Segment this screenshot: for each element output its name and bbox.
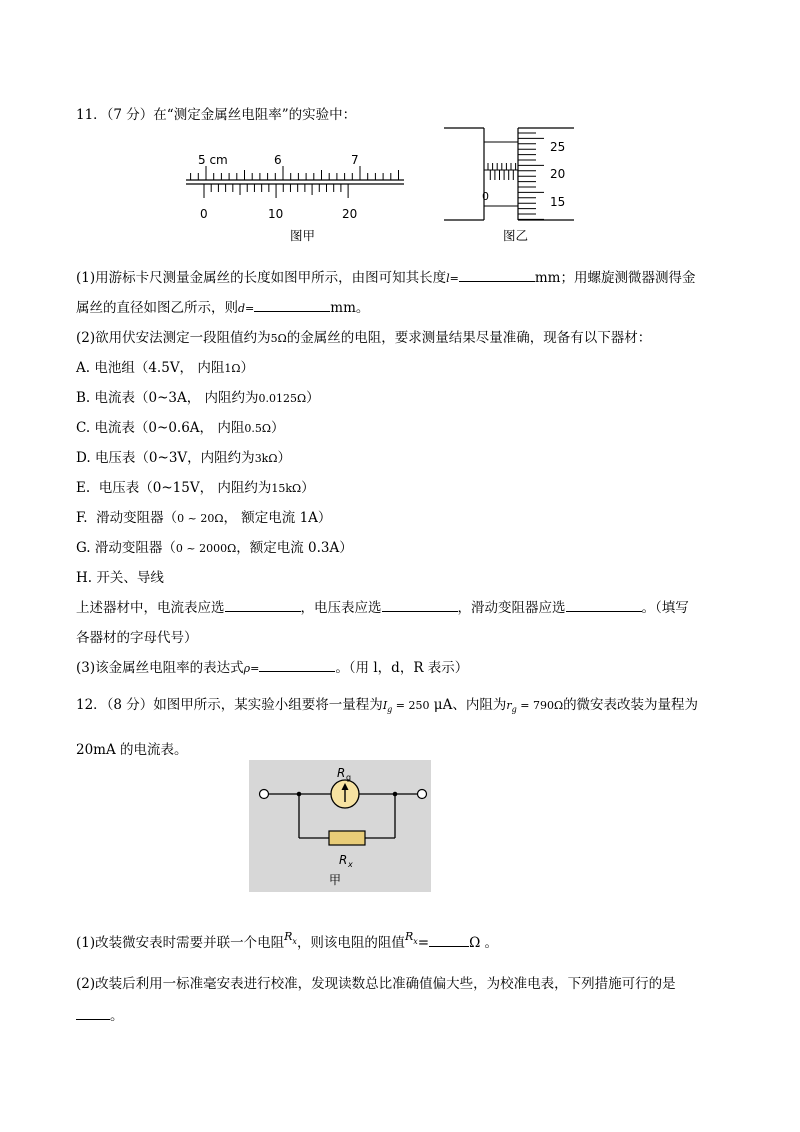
option-text: 滑动变阻器（ [91,510,178,526]
option-value: 0 ~ 20Ω [177,512,224,525]
p3-text-b: 。（用 l，d，R 表示） [335,660,469,676]
sleeve-label-0: 0 [482,190,489,203]
option-letter: F. [76,510,88,526]
option-value: 0.0125Ω [258,392,307,405]
option-text: 开关、导线 [96,570,164,586]
vernier-label-0: 0 [200,207,208,221]
voltmeter-choice-blank[interactable] [382,597,458,612]
q11-heading: 11．（7 分）在“测定金属丝电阻率”的实验中： [76,107,357,123]
rg-symbol: r [506,699,512,712]
option-text: 滑动变阻器（ [94,540,176,556]
option-letter: C. [76,420,91,436]
sel-text-a: 上述器材中，电流表应选 [76,600,225,616]
option-text-end: ） [277,450,291,466]
q11-p1-text-a: (1)用游标卡尺测量金属丝的长度如图甲所示，由图可知其长度 [76,270,447,286]
eq-sign-2: = [245,302,255,315]
option-letter: G. [76,540,91,556]
ammeter-choice-blank[interactable] [225,597,301,612]
diameter-symbol: d [238,302,246,315]
p3-text-a: (3)该金属丝电阻率的表达式 [76,660,244,676]
q12-heading-line1 [76,693,698,714]
rx-symbol-2: R [404,930,414,943]
option-letter: H. [76,570,93,586]
main-scale-label-7: 7 [351,153,359,167]
q12-part2-line1: (2)改装后利用一标准毫安表进行校准，发现读数总比准确值偏大些，为校准电表，下列措施可行的是 [76,976,676,992]
option-e [76,476,315,496]
rx-subscript-2: x [413,937,418,946]
q11-selection-line2: 各器材的字母代号） [76,630,198,646]
q12-p2-end: 。 [110,1008,124,1024]
option-text-end: ） [306,390,320,406]
thimble-label-15: 15 [550,195,566,209]
eq-sign: = [449,272,459,285]
q11-p1-text-b: mm；用螺旋测微器测得金 [534,270,696,286]
circuit-caption: 甲 [329,873,342,887]
vernier-label-20: 20 [342,207,358,221]
q11-selection-line1 [76,596,689,616]
rx-value-blank[interactable] [429,932,469,947]
option-value: 1Ω [224,362,241,375]
q12-text-c: 的微安表改装为量程为 [563,697,699,713]
option-value: 0 ~ 2000Ω [175,542,237,555]
q11-part3 [76,656,468,676]
option-text-end: ， 额定电流 1A） [223,510,332,526]
option-b [76,386,320,406]
q11-p1-text-c: 属丝的直径如图乙所示，则 [76,300,238,316]
rx-label-sub: x [348,860,353,869]
thimble-label-25: 25 [550,140,566,154]
q11-p1-text-d: mm。 [330,300,370,316]
ig-value: = 250 [392,699,430,712]
option-text-end: ，额定电流 0.3A） [236,540,353,556]
q11-part1-line1 [76,266,695,286]
calibration-answer-blank[interactable] [76,1005,110,1020]
option-text: 电池组（4.5V， 内阻 [94,360,225,376]
option-g [76,536,353,556]
option-text: 电压表（0~3V，内阻约为 [94,450,255,466]
option-text-end: ） [270,420,285,436]
fig-a-caption: 图甲 [290,228,316,243]
micrometer-figure [440,122,580,224]
option-f [76,506,331,526]
option-letter: D. [76,450,91,466]
resistivity-expression-blank[interactable] [259,657,335,672]
q11-p2-text-a: (2)欲用伏安法测定一段阻值约为 [76,330,271,346]
option-d [76,446,291,466]
sel-text-b: ，电压表应选 [300,600,382,616]
sel-text-c: ，滑动变阻器应选 [457,600,566,616]
ig-symbol: I [382,699,388,712]
rheostat-choice-blank[interactable] [566,597,642,612]
q11-part1-line2 [76,296,369,316]
length-answer-blank[interactable] [459,267,535,282]
diameter-answer-blank[interactable] [254,297,330,312]
option-c [76,416,284,436]
q12-p1-text-b: ，则该电阻的阻值 [296,935,405,951]
main-scale-label-5cm: 5 cm [198,153,228,167]
resistance-value: 5Ω [270,332,287,345]
option-h [76,566,164,586]
length-symbol: l [446,272,450,285]
eq-sign-3: = [250,662,260,675]
fig-b-caption: 图乙 [503,228,529,243]
q12-heading-line2: 20mA 的电流表。 [76,742,188,758]
rx-label: R [339,853,348,867]
q12-p1-text-a: (1)改装微安表时需要并联一个电阻 [76,935,285,951]
rho-symbol: ρ [243,662,251,675]
option-value: 3kΩ [254,452,278,465]
q12-p1-text-c: Ω 。 [469,935,499,951]
q12-text-b: μA、内阻为 [429,697,507,713]
option-text: 电压表（0~15V， 内阻约为 [94,480,272,496]
option-text: 电流表（0~0.6A， 内阻 [94,420,245,436]
q11-part2-intro [76,326,651,346]
option-text-end: ） [301,480,315,496]
thimble-label-20: 20 [550,167,566,181]
option-letter: B. [76,390,91,406]
option-text: 电流表（0~3A， 内阻约为 [94,390,259,406]
vernier-label-10: 10 [268,207,284,221]
option-letter: A. [76,360,91,376]
rg-label-sub: g [346,773,352,782]
rg-subscript: g [511,705,517,714]
option-value: 0.5Ω [244,422,271,435]
circuit-diagram [249,760,431,892]
rx-symbol: R [284,930,293,943]
option-text-end: ） [240,360,254,376]
option-a [76,356,254,376]
rx-subscript: x [292,937,297,946]
option-value: 15kΩ [271,482,302,495]
q12-text-a: 12．（8 分）如图甲所示，某实验小组要将一量程为 [76,697,383,713]
sel-text-d: 。（填写 [641,600,689,616]
q12-part1: (1)改装微安表时需要并联一个电阻$^{Rx}$，则该电阻的阻值$^{Rx}$= Ω 。 [76,930,499,951]
rg-label: R [337,766,346,780]
q11-p2-text-b: 的金属丝的电阻，要求测量结果尽量准确，现备有以下器材： [286,330,652,346]
resistor-rx [329,831,365,845]
main-scale-label-6: 6 [274,153,282,167]
option-letter: E. [76,480,91,496]
ig-subscript: g [387,705,393,714]
q12-part2-line2 [76,1004,124,1024]
rg-value: = 790Ω [516,699,564,712]
